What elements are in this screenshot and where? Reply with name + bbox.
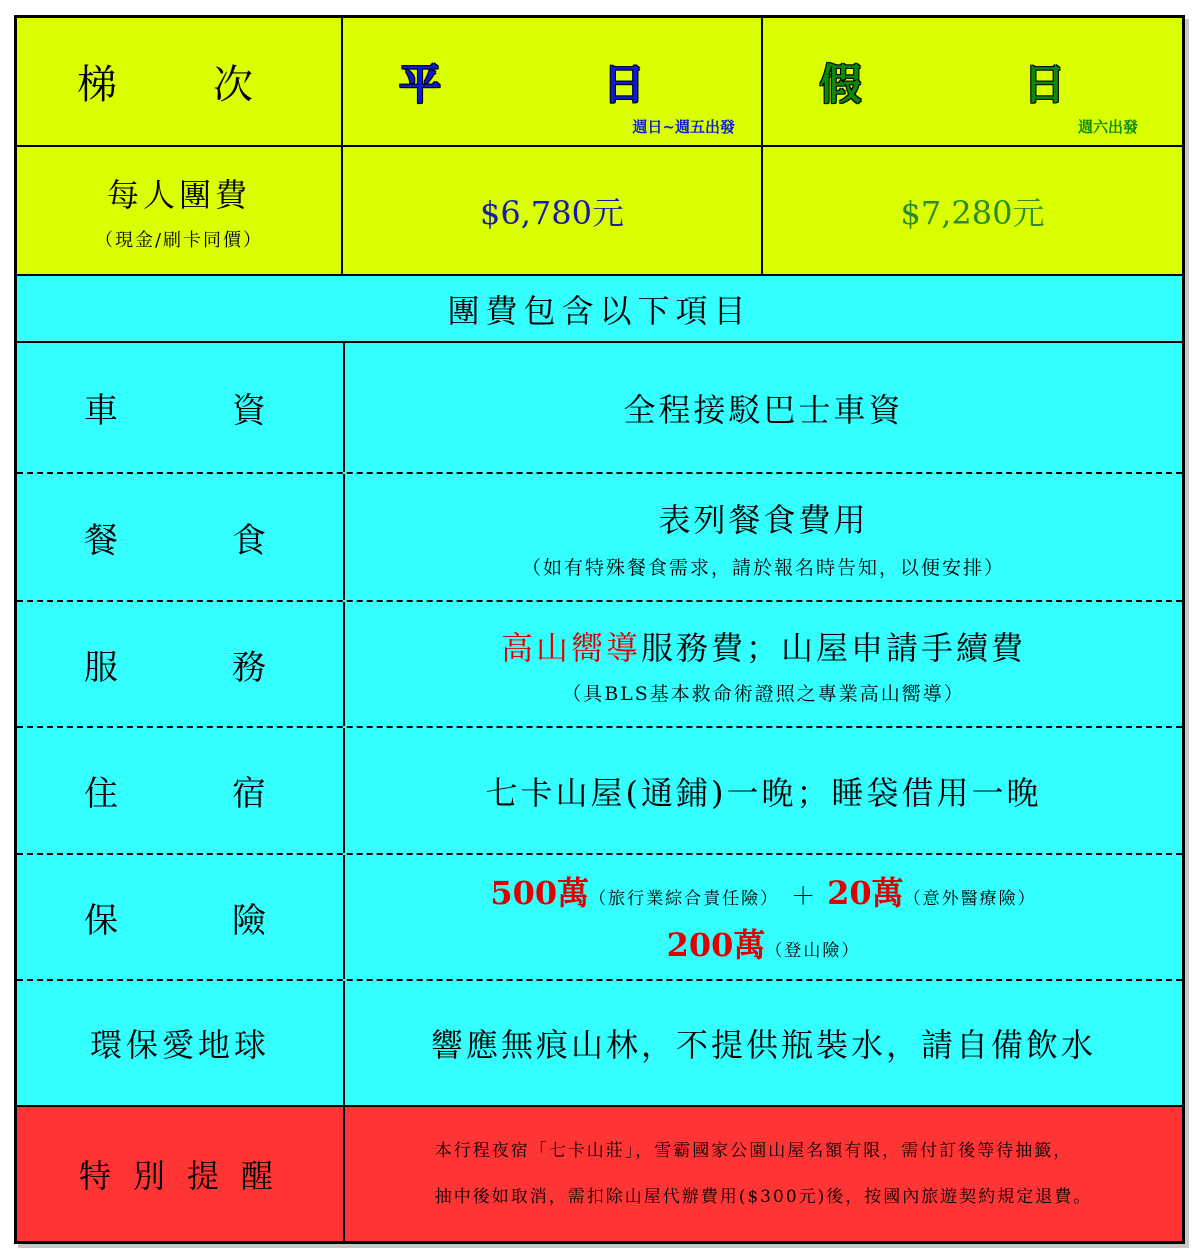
item-label-cell <box>17 981 345 1105</box>
fee-label: 每人團費 <box>106 175 251 214</box>
reminder-line-1: 本行程夜宿「七卡山莊」，雪霸國家公園山屋名額有限，需付訂後等待抽籤， <box>434 1141 1073 1161</box>
fee-row <box>17 147 1182 276</box>
tier-cell <box>17 18 343 145</box>
reminder-row <box>17 1107 1182 1241</box>
item-text: 全程接駁巴士車資 <box>623 390 904 429</box>
weekday-price-cell <box>343 147 763 274</box>
item-row-lodging <box>17 728 1182 855</box>
included-title: 團費包含以下項目 <box>447 291 752 330</box>
item-note: （具BLS基本救命術證照之專業高山嚮導） <box>562 682 965 705</box>
item-row-transport <box>17 343 1182 474</box>
item-body-cell <box>345 981 1182 1105</box>
plus-sign: ＋ <box>791 882 816 910</box>
holiday-header-cell <box>763 18 1182 145</box>
reminder-label: 特別提醒 <box>78 1157 295 1195</box>
item-label: 住 宿 <box>84 774 306 814</box>
item-row-environment <box>17 981 1182 1107</box>
item-label-cell <box>17 728 345 853</box>
reminder-body-cell <box>345 1107 1182 1241</box>
item-note: （如有特殊餐食需求，請於報名時告知，以便安排） <box>521 556 1005 579</box>
insurance-line-1 <box>490 868 1036 914</box>
insurance-amount-liability: 500萬 <box>490 874 590 912</box>
item-text-line <box>501 623 1026 669</box>
reminder-label-cell <box>17 1107 345 1241</box>
item-text: 服務費；山屋申請手續費 <box>641 628 1027 667</box>
holiday-subtitle: 週六出發 <box>1077 118 1138 136</box>
holiday-price: $7,280元 <box>900 193 1045 232</box>
weekday-header-cell <box>343 18 763 145</box>
item-label: 車 資 <box>84 391 306 431</box>
item-text: 表列餐食費用 <box>658 500 869 539</box>
insurance-amount-mountain: 200萬 <box>666 926 766 964</box>
price-table <box>14 15 1185 1244</box>
reminder-line-2: 抽中後如取消，需扣除山屋代辦費用($300元)後，按國內旅遊契約規定退費。 <box>434 1187 1093 1207</box>
fee-note: （現金/刷卡同價） <box>94 229 264 251</box>
item-label: 保 險 <box>84 900 306 941</box>
item-body-cell <box>345 728 1182 853</box>
item-label-cell <box>17 602 345 726</box>
item-label: 餐 食 <box>84 520 306 561</box>
weekday-price: $6,780元 <box>480 193 624 232</box>
item-label: 環保愛地球 <box>89 1026 270 1064</box>
reminder-text <box>435 1128 1093 1220</box>
item-row-insurance <box>17 855 1182 981</box>
item-body-cell <box>345 855 1182 979</box>
header-row <box>17 18 1182 147</box>
fee-label-cell <box>17 147 343 274</box>
insurance-note-medical: （意外醫療險） <box>903 889 1037 909</box>
item-label-cell <box>17 343 345 472</box>
insurance-note-mountain: （登山險） <box>765 941 861 961</box>
holiday-title: 假 日 <box>819 59 1126 109</box>
guide-highlight: 高山嚮導 <box>500 628 641 667</box>
item-label-cell <box>17 474 345 600</box>
item-text: 七卡山屋(通鋪)一晚；睡袋借用一晚 <box>485 773 1042 812</box>
item-body-cell <box>345 474 1182 600</box>
holiday-price-cell <box>763 147 1182 274</box>
included-title-row <box>17 276 1182 343</box>
item-text: 響應無痕山林，不提供瓶裝水，請自備飲水 <box>430 1026 1096 1064</box>
weekday-subtitle: 週日~週五出發 <box>632 118 735 136</box>
item-body-cell <box>345 343 1182 472</box>
insurance-amount-medical: 20萬 <box>827 874 904 912</box>
weekday-title: 平 日 <box>398 59 705 109</box>
item-body-cell <box>345 602 1182 726</box>
item-label-cell <box>17 855 345 979</box>
item-label: 服 務 <box>84 647 306 688</box>
item-row-meals <box>17 474 1182 602</box>
tier-label: 梯 次 <box>77 62 281 108</box>
insurance-note-liability: （旅行業綜合責任險） <box>589 889 780 909</box>
item-row-service <box>17 602 1182 728</box>
insurance-line-2 <box>667 920 861 966</box>
